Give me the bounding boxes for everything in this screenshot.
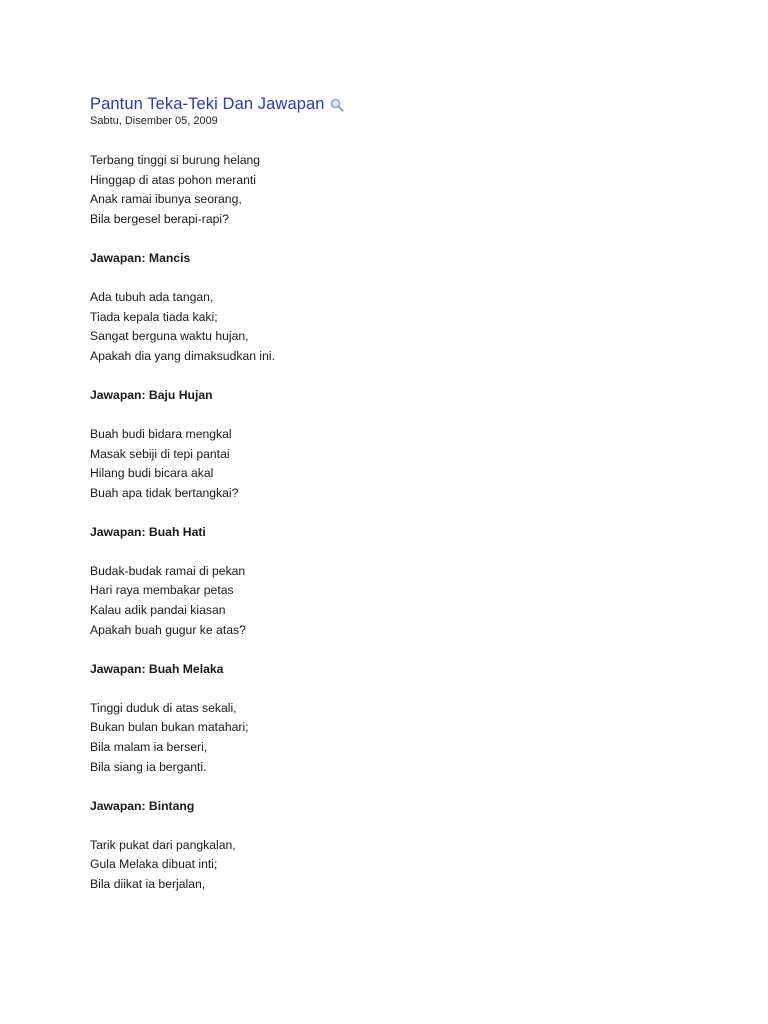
verse-line: Terbang tinggi si burung helang bbox=[90, 153, 261, 167]
verses-container bbox=[90, 151, 730, 895]
document-page bbox=[90, 93, 730, 895]
pantun-stanza bbox=[90, 425, 730, 503]
post-date: Sabtu, Disember 05, 2009 bbox=[90, 115, 218, 127]
answer-line: Jawapan: Mancis bbox=[90, 250, 191, 265]
pantun-stanza bbox=[90, 836, 730, 895]
search-icon[interactable] bbox=[330, 98, 344, 112]
verse-line: Apakah dia yang dimaksudkan ini. bbox=[90, 348, 275, 363]
pantun-stanza bbox=[90, 699, 730, 777]
verse-line: Bukan bulan bukan matahari; bbox=[90, 720, 249, 735]
pantun-stanza bbox=[90, 562, 730, 640]
verse-line: Bila malam ia berseri, bbox=[90, 740, 208, 754]
page-title[interactable]: Pantun Teka-Teki Dan Jawapan bbox=[90, 94, 325, 113]
verse-line: Gula Melaka dibuat inti; bbox=[90, 857, 218, 872]
verse-line: Bila diikat ia berjalan, bbox=[90, 876, 206, 891]
verse-line: Anak ramai ibunya seorang, bbox=[90, 192, 242, 207]
verse-line: Masak sebiji di tepi pantai bbox=[90, 446, 230, 461]
pantun-stanza bbox=[90, 151, 730, 229]
verse-line: Bila siang ia berganti. bbox=[90, 759, 207, 774]
verse-line: Tiada kepala tiada kaki; bbox=[90, 309, 218, 324]
verse-line: Buah budi bidara mengkal bbox=[90, 426, 232, 441]
verse-line: Tinggi duduk di atas sekali, bbox=[90, 700, 237, 715]
answer-line: Jawapan: Buah Melaka bbox=[90, 661, 224, 676]
answer-line: Jawapan: Bintang bbox=[90, 798, 195, 813]
pantun-stanza bbox=[90, 288, 730, 366]
verse-line: Kalau adik pandai kiasan bbox=[90, 603, 226, 618]
answer-line: Jawapan: Buah Hati bbox=[90, 524, 206, 539]
verse-line: Bila bergesel berapi-rapi? bbox=[90, 211, 229, 226]
title-row bbox=[90, 93, 730, 115]
verse-line: Hinggap di atas pohon meranti bbox=[90, 172, 256, 187]
verse-line: Apakah buah gugur ke atas? bbox=[90, 622, 246, 637]
answer-line: Jawapan: Baju Hujan bbox=[90, 387, 213, 402]
verse-line: Ada tubuh ada tangan, bbox=[90, 289, 214, 304]
verse-line: Budak-budak ramai di pekan bbox=[90, 563, 246, 578]
verse-line: Hari raya membakar petas bbox=[90, 583, 234, 598]
verse-line: Sangat berguna waktu hujan, bbox=[90, 329, 249, 344]
verse-line: Tarik pukat dari pangkalan, bbox=[90, 837, 236, 852]
verse-line: Hilang budi bicara akal bbox=[90, 466, 214, 481]
verse-line: Buah apa tidak bertangkai? bbox=[90, 485, 239, 500]
